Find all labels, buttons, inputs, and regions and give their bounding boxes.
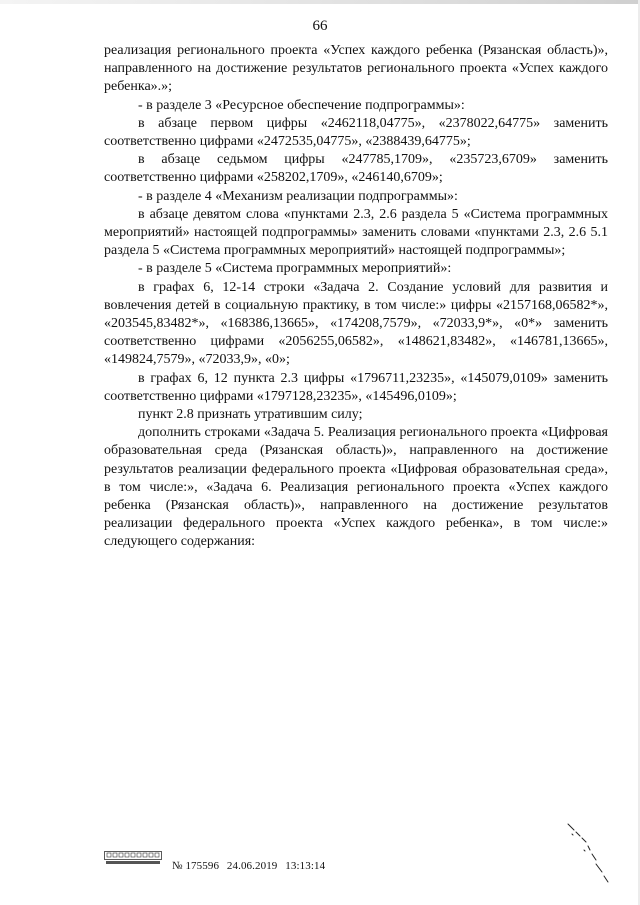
- signature-mark-icon: [566, 820, 610, 884]
- paragraph-section-4-heading: - в разделе 4 «Механизм реализации подпрограммы»:: [138, 188, 458, 204]
- paragraph-first-abzac: в абзаце первом цифры «2462118,04775», «2378022,64775» заменить соответственно цифрами «2472535,04775», «2388439,64775»;: [104, 115, 608, 150]
- document-body: [104, 42, 608, 552]
- scan-edge-top: [0, 0, 640, 4]
- footer-time: 13:13:14: [285, 860, 326, 872]
- paragraph-item-2-8: пункт 2.8 признать утратившим силу;: [138, 407, 363, 423]
- paragraph-section-3-heading: - в разделе 3 «Ресурсное обеспечение подпрограммы»:: [138, 97, 465, 113]
- page-number: 66: [312, 18, 328, 34]
- paragraph-add-rows: дополнить строками «Задача 5. Реализация регионального проекта «Цифровая образовательная среда (Рязанская область)», направленного на достижение результатов реализации федерального проекта «Цифровая образовательная среда», в том числе:», «Задача 6. Реализация регионального проекта «Успех каждого ребенка (Рязанская область)», направленного на достижение результатов реализации федерального проекта «Успех каждого ребенка», в том числе:» следующего содержания:: [104, 425, 608, 550]
- paragraph-columns-6-12-14: в графах 6, 12-14 строки «Задача 2. Создание условий для развития и вовлечения детей в социальную практику, в том числе:» цифры «2157168,06582*», «203545,83482*», «168386,13665», «174208,7579», «72033,9*», «0*» заменить соответственно цифрами «2056255,06582», «148621,83482», «146781,13665», «149824,7579», «72033,9», «0»;: [104, 279, 608, 368]
- footer-doc-number: № 175596: [172, 860, 220, 872]
- footer-registration: [172, 860, 330, 872]
- registry-stamp-icon: [104, 851, 162, 865]
- footer-date: 24.06.2019: [226, 860, 278, 872]
- paragraph-seventh-abzac: в абзаце седьмом цифры «247785,1709», «235723,6709» заменить соответственно цифрами «258202,1709», «246140,6709»;: [104, 152, 608, 186]
- paragraph-section-5-heading: - в разделе 5 «Система программных мероприятий»:: [138, 261, 452, 277]
- paragraph-ninth-abzac: в абзаце девятом слова «пунктами 2.3, 2.6 раздела 5 «Система программных мероприятий» настоящей подпрограммы» заменить словами «пунктами 2.3, 2.6 5.1 раздела 5 «Система программных мероприятий» настоящей подпрограммы»;: [104, 206, 608, 259]
- paragraph-continuation: реализация регионального проекта «Успех каждого ребенка (Рязанская область)», направленного на достижение результатов регионального проекта «Успех каждого ребенка».»;: [104, 43, 608, 95]
- paragraph-columns-6-12: в графах 6, 12 пункта 2.3 цифры «1796711,23235», «145079,0109» заменить соответственно цифрами «1797128,23235», «145496,0109»;: [104, 370, 608, 404]
